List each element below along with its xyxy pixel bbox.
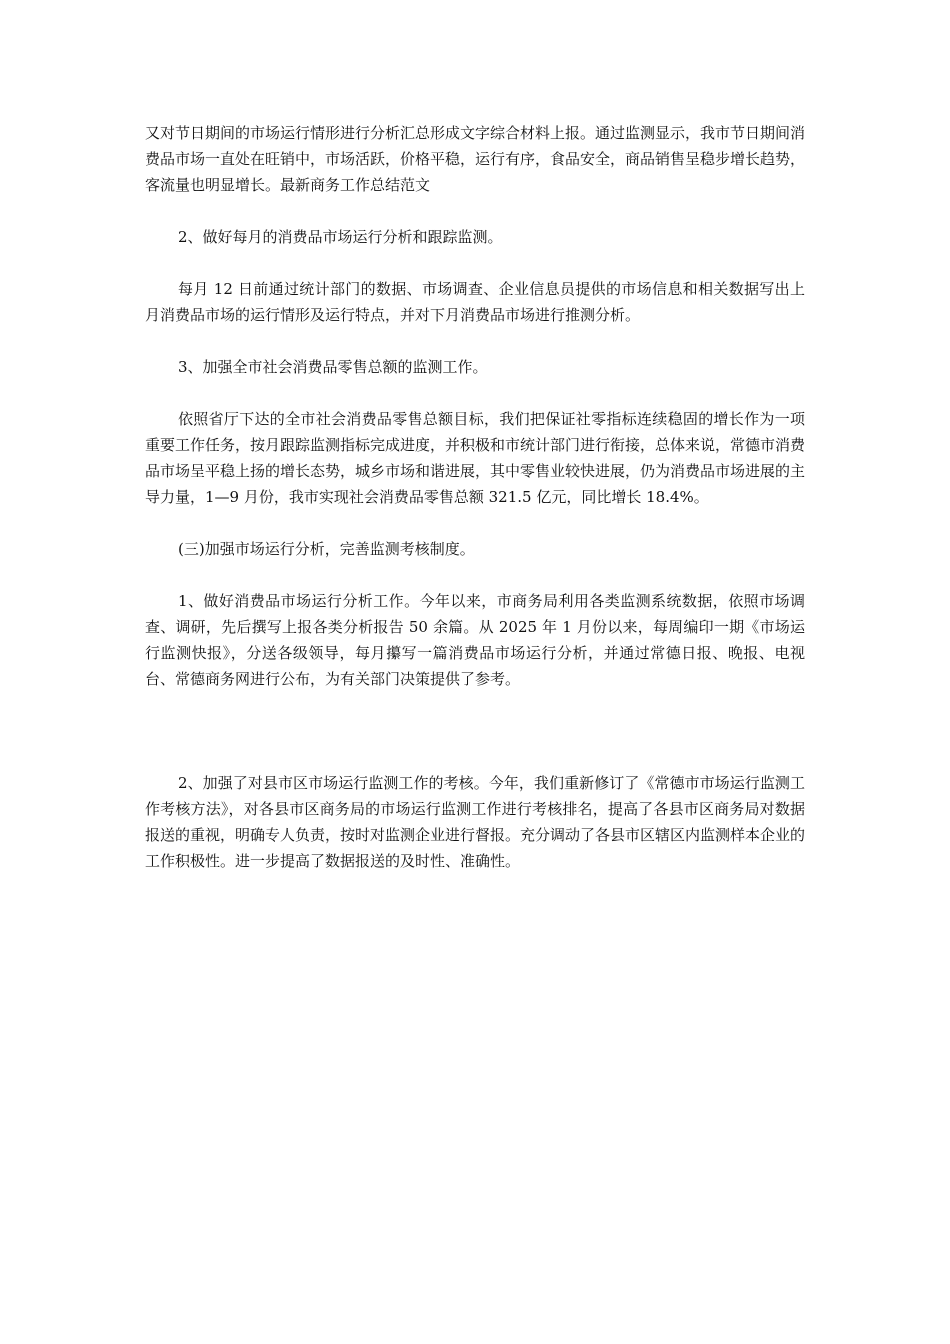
paragraph-heading-monthly-analysis: 2、做好每月的消费品市场运行分析和跟踪监测。 bbox=[178, 228, 503, 246]
paragraph-holiday-summary: 又对节日期间的市场运行情形进行分析汇总形成文字综合材料上报。通过监测显示，我市节日期间消费品市场一直处在旺销中，市场活跃，价格平稳，运行有序，食品安全，商品销售呈稳步增长趋势，客流量也明显增长。最新商务工作总结范文 bbox=[145, 124, 806, 194]
paragraph-retail-sales: 依照省厅下达的全市社会消费品零售总额目标，我们把保证社零指标连续稳固的增长作为一项重要工作任务，按月跟踪监测指标完成进度，并积极和市统计部门进行衔接，总体来说，常德市消费品市场呈平稳上扬的增长态势，城乡市场和谐进展，其中零售业较快进展，仍为消费品市场进展的主导力量，1—9 月份，我市实现社会消费品零售总额 321.5 亿元，同比增长 18.4%。 bbox=[145, 410, 806, 506]
document-page bbox=[145, 120, 805, 900]
paragraph-market-analysis: 1、做好消费品市场运行分析工作。今年以来，市商务局利用各类监测系统数据，依照市场调查、调研，先后撰写上报各类分析报告 50 余篇。从 2025 年 1 月份以来，每周编印一期《市场运行监测快报》，分送各级领导，每月攥写一篇消费品市场运行分析，并通过常德日报、晚报、电视台、常德商务网进行公布，为有关部门决策提供了参考。 bbox=[145, 592, 805, 688]
paragraph-heading-retail-monitoring: 3、加强全市社会消费品零售总额的监测工作。 bbox=[178, 358, 488, 376]
paragraph-county-assessment: 2、加强了对县市区市场运行监测工作的考核。今年，我们重新修订了《常德市市场运行监测工作考核方法》，对各县市区商务局的市场运行监测工作进行考核排名，提高了各县市区商务局对数据报送的重视，明确专人负责，按时对监测企业进行督报。充分调动了各县市区辖区内监测样本企业的工作积极性。进一步提高了数据报送的及时性、准确性。 bbox=[145, 774, 806, 870]
paragraph-monthly-report: 每月 12 日前通过统计部门的数据、市场调查、企业信息员提供的市场信息和相关数据写出上月消费品市场的运行情形及运行特点，并对下月消费品市场进行推测分析。 bbox=[145, 280, 805, 324]
paragraph-section-three-heading: (三)加强市场运行分析，完善监测考核制度。 bbox=[178, 540, 475, 558]
blank-space bbox=[145, 718, 805, 770]
